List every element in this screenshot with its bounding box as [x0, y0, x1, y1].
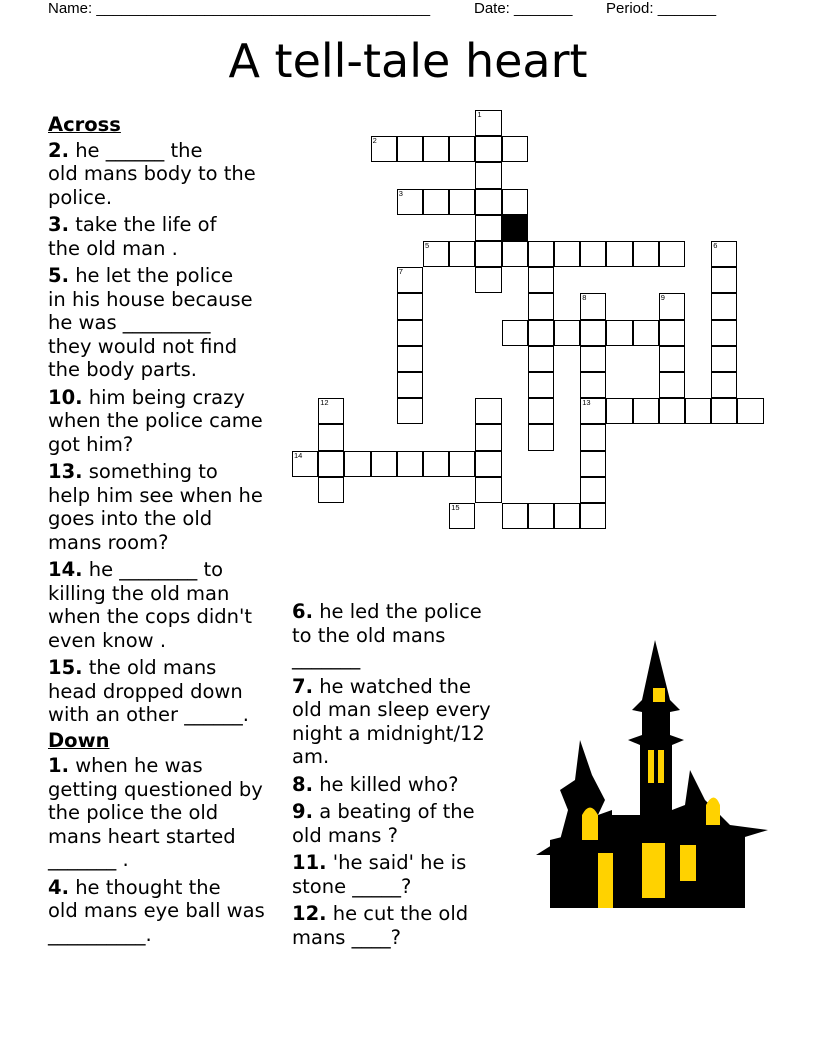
clue-number: 3.: [48, 213, 69, 236]
cell-number: 6: [713, 241, 718, 250]
grid-cell[interactable]: [449, 241, 475, 267]
grid-cell[interactable]: [502, 136, 528, 162]
cell-number: 15: [451, 503, 460, 512]
across-heading: Across: [48, 113, 121, 136]
clue-number: 2.: [48, 138, 69, 162]
grid-cell[interactable]: [659, 293, 685, 319]
clue-number: 14.: [48, 558, 83, 581]
period-field[interactable]: [606, 0, 716, 17]
clue-text: he cut the old mans ____?: [292, 902, 469, 949]
grid-cell[interactable]: [528, 424, 554, 450]
grid-cell[interactable]: [475, 136, 501, 162]
grid-cell[interactable]: [528, 293, 554, 319]
grid-cell[interactable]: [502, 320, 528, 346]
clue-number: 8.: [292, 772, 313, 796]
grid-cell[interactable]: [475, 477, 501, 503]
clue-number: 1.: [48, 754, 69, 777]
grid-cell[interactable]: [580, 346, 606, 372]
grid-cell[interactable]: [475, 241, 501, 267]
page-title: A tell-tale heart: [228, 34, 588, 88]
clue-text: he let the police in his house because he was _________ they would not find the body parts.: [48, 264, 253, 381]
grid-cell[interactable]: [318, 424, 344, 450]
cell-number: 5: [425, 241, 430, 250]
grid-cell[interactable]: [449, 136, 475, 162]
grid-cell[interactable]: [711, 241, 737, 267]
clue-number: 9.: [292, 800, 313, 823]
across-clue-list: [48, 139, 288, 727]
clue-number: 12.: [292, 902, 327, 925]
grid-cell[interactable]: [606, 398, 632, 424]
grid-cell[interactable]: [475, 189, 501, 215]
clue-number: 4.: [48, 875, 69, 899]
grid-black-cell: [502, 215, 528, 241]
grid-cell[interactable]: [528, 346, 554, 372]
cell-number: 1: [477, 110, 482, 119]
grid-cell[interactable]: [475, 215, 501, 241]
clue-number: 10.: [48, 385, 83, 409]
grid-cell[interactable]: [606, 320, 632, 346]
clue-item: [48, 386, 288, 457]
grid-cell[interactable]: [475, 162, 501, 188]
grid-cell[interactable]: [397, 451, 423, 477]
grid-cell[interactable]: [528, 398, 554, 424]
date-blank[interactable]: _______: [514, 0, 573, 17]
grid-cell[interactable]: [502, 189, 528, 215]
grid-cell[interactable]: [344, 451, 370, 477]
grid-cell[interactable]: [554, 503, 580, 529]
grid-cell[interactable]: [423, 241, 449, 267]
grid-cell[interactable]: [318, 398, 344, 424]
down-clue-list-continued: [292, 600, 522, 949]
clue-text: something to help him see when he goes into the old mans room?: [48, 460, 263, 554]
grid-cell[interactable]: [528, 503, 554, 529]
grid-cell[interactable]: [502, 503, 528, 529]
clue-item: [48, 460, 288, 554]
clue-item: [292, 851, 522, 898]
clue-number: 5.: [48, 264, 69, 287]
clue-text: take the life of the old man .: [48, 213, 217, 260]
clue-item: [292, 800, 522, 847]
clue-text: 'he said' he is stone _____?: [292, 851, 467, 898]
grid-cell[interactable]: [580, 477, 606, 503]
clue-item: [48, 213, 288, 260]
grid-cell[interactable]: [397, 189, 423, 215]
clue-item: [48, 754, 288, 872]
grid-cell[interactable]: [685, 398, 711, 424]
grid-cell[interactable]: [449, 451, 475, 477]
date-field[interactable]: [474, 0, 572, 17]
grid-cell[interactable]: [737, 398, 763, 424]
grid-cell[interactable]: [580, 503, 606, 529]
grid-cell[interactable]: [711, 293, 737, 319]
clues-right-column: [292, 600, 522, 953]
grid-cell[interactable]: [397, 398, 423, 424]
clue-text: he led the police to the old mans _______: [292, 600, 482, 670]
name-field[interactable]: [48, 0, 430, 17]
grid-cell[interactable]: [423, 189, 449, 215]
name-blank[interactable]: ________________________________________: [96, 0, 431, 17]
grid-cell[interactable]: [397, 320, 423, 346]
grid-cell[interactable]: [397, 293, 423, 319]
grid-cell[interactable]: [292, 451, 318, 477]
grid-cell[interactable]: [606, 241, 632, 267]
grid-cell[interactable]: [580, 320, 606, 346]
clue-number: 7.: [292, 674, 313, 698]
grid-cell[interactable]: [371, 136, 397, 162]
cell-number: 7: [398, 267, 403, 277]
date-label: Date:: [474, 0, 510, 17]
clues-left-column: [48, 113, 288, 950]
grid-cell[interactable]: [633, 320, 659, 346]
grid-cell[interactable]: [711, 346, 737, 372]
grid-cell[interactable]: [423, 136, 449, 162]
grid-cell[interactable]: [371, 451, 397, 477]
grid-cell[interactable]: [475, 398, 501, 424]
down-clue-list: [48, 754, 288, 946]
clue-text: he watched the old man sleep every night a midnight/12 am.: [292, 674, 491, 768]
grid-cell[interactable]: [528, 320, 554, 346]
grid-cell[interactable]: [475, 267, 501, 293]
grid-cell[interactable]: [711, 372, 737, 398]
grid-cell[interactable]: [397, 372, 423, 398]
grid-cell[interactable]: [659, 320, 685, 346]
grid-cell[interactable]: [711, 267, 737, 293]
down-heading: Down: [48, 728, 110, 752]
grid-cell[interactable]: [423, 451, 449, 477]
grid-cell[interactable]: [475, 424, 501, 450]
grid-cell[interactable]: [397, 346, 423, 372]
grid-cell[interactable]: [318, 477, 344, 503]
clue-item: [292, 902, 522, 949]
grid-cell[interactable]: [528, 241, 554, 267]
cell-number: 14: [294, 450, 303, 460]
clue-number: 6.: [292, 600, 313, 623]
grid-cell[interactable]: [397, 136, 423, 162]
grid-cell[interactable]: [475, 110, 501, 136]
grid-cell[interactable]: [554, 320, 580, 346]
grid-cell[interactable]: [633, 398, 659, 424]
clue-item: [48, 139, 288, 210]
clue-text: him being crazy when the police came got him?: [48, 385, 263, 456]
clue-number: 11.: [292, 851, 327, 874]
clue-text: he thought the old mans eye ball was __________.: [48, 875, 265, 946]
grid-cell[interactable]: [659, 398, 685, 424]
haunted-house-icon: [530, 640, 770, 915]
grid-cell[interactable]: [449, 503, 475, 529]
clue-text: when he was getting questioned by the police the old mans heart started _______ .: [48, 754, 263, 871]
clue-text: he ______ the old mans body to the police.: [48, 138, 256, 209]
clue-item: [48, 656, 288, 727]
grid-cell[interactable]: [580, 372, 606, 398]
clue-item: [48, 558, 288, 652]
cell-number: 13: [582, 398, 591, 408]
cell-number: 12: [320, 398, 329, 408]
clue-number: 13.: [48, 460, 83, 483]
grid-cell[interactable]: [659, 346, 685, 372]
grid-cell[interactable]: [711, 320, 737, 346]
period-label: Period:: [606, 0, 654, 17]
grid-cell[interactable]: [449, 189, 475, 215]
grid-cell[interactable]: [711, 398, 737, 424]
period-blank[interactable]: _______: [657, 0, 717, 17]
grid-cell[interactable]: [528, 267, 554, 293]
clue-text: he ________ to killing the old man when the cops didn't even know .: [48, 558, 252, 652]
clue-number: 15.: [48, 656, 83, 679]
grid-cell[interactable]: [580, 293, 606, 319]
clue-text: he killed who?: [319, 772, 459, 796]
cell-number: 8: [582, 293, 587, 303]
grid-cell[interactable]: [659, 241, 685, 267]
grid-cell[interactable]: [554, 241, 580, 267]
grid-cell[interactable]: [397, 267, 423, 293]
name-label: Name:: [48, 0, 93, 17]
grid-cell[interactable]: [502, 241, 528, 267]
cell-number: 3: [398, 188, 403, 198]
grid-cell[interactable]: [580, 424, 606, 450]
cell-number: 9: [660, 293, 665, 303]
clue-item: [292, 600, 522, 671]
clue-item: [48, 876, 288, 947]
grid-cell[interactable]: [580, 241, 606, 267]
grid-cell[interactable]: [475, 451, 501, 477]
clue-item: [48, 264, 288, 382]
grid-cell[interactable]: [633, 241, 659, 267]
clue-text: a beating of the old mans ?: [292, 800, 475, 847]
clue-text: the old mans head dropped down with an other ______.: [48, 656, 249, 726]
grid-cell[interactable]: [580, 398, 606, 424]
clue-item: [292, 675, 522, 769]
clue-item: [292, 773, 522, 797]
grid-cell[interactable]: [659, 372, 685, 398]
grid-cell[interactable]: [580, 451, 606, 477]
grid-cell[interactable]: [528, 372, 554, 398]
grid-cell[interactable]: [318, 451, 344, 477]
cell-number: 2: [372, 136, 377, 146]
